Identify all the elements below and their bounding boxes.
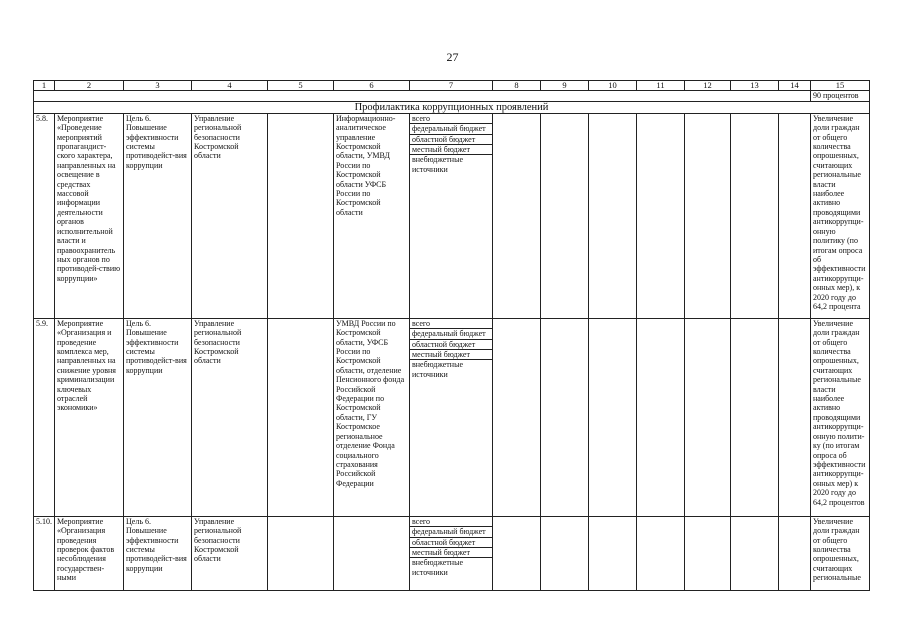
goal: Цель 6. Повышение эффективности системы противодейст-вия коррупции — [124, 318, 192, 516]
funding-item: федеральный бюджет — [410, 329, 492, 339]
col-header-12: 12 — [685, 81, 731, 91]
value-cell — [541, 318, 589, 516]
value-cell — [589, 516, 637, 590]
value-cell — [779, 113, 811, 318]
funding-item: федеральный бюджет — [410, 124, 492, 134]
col-header-9: 9 — [541, 81, 589, 91]
page-number: 27 — [446, 50, 459, 64]
continuation-row — [34, 91, 870, 101]
col5-cell — [268, 318, 334, 516]
co-executors: УМВД России по Костромской области, УФСБ России по Костромской области, отделение Пенсионного фонда Российской Федерации по Костромской области, ГУ Костромское региональное отделение Фонда социального страхования Российской Федерации — [334, 318, 410, 516]
co-executors: Информационно-аналитическое управление Костромской области, УМВД России по Костромской области УФСБ России по Костромской области — [334, 113, 410, 318]
col-header-15: 15 — [811, 81, 870, 91]
col-header-10: 10 — [589, 81, 637, 91]
funding-item: всего — [410, 319, 492, 329]
expected-result: Увеличение доли граждан от общего количества опрошенных, считающих региональные — [811, 516, 870, 590]
measure-name: Мероприятие «Организация и проведение комплекса мер, направленных на снижение уровня криминализации ключевых отраслей экономики» — [55, 318, 124, 516]
goal: Цель 6. Повышение эффективности системы противодейст-вия коррупции — [124, 516, 192, 590]
col-header-11: 11 — [637, 81, 685, 91]
col-header-14: 14 — [779, 81, 811, 91]
value-cell — [637, 318, 685, 516]
funding-item: федеральный бюджет — [410, 527, 492, 537]
value-cell — [685, 318, 731, 516]
value-cell — [493, 113, 541, 318]
funding-item: внебюджетные источники — [412, 558, 463, 577]
value-cell — [637, 516, 685, 590]
value-cell — [637, 113, 685, 318]
col-header-8: 8 — [493, 81, 541, 91]
col5-cell — [268, 113, 334, 318]
continuation-value: 90 процентов — [811, 91, 870, 101]
table-row — [34, 113, 870, 318]
funding-item: внебюджетные источники — [412, 155, 463, 174]
expected-result: Увеличение доли граждан от общего количества опрошенных, считающих региональные власти наиболее активно проводящими антикоррупци-онную полити-ку (по итогам опроса об эффективности антикоррупци-онных мер) к 2020 году до 64,2 процентов — [811, 318, 870, 516]
col-header-13: 13 — [731, 81, 779, 91]
value-cell — [731, 318, 779, 516]
table-row — [34, 318, 870, 516]
responsible: Управление региональной безопасности Костромской области — [192, 516, 268, 590]
value-cell — [541, 113, 589, 318]
funding-item: местный бюджет — [410, 145, 492, 155]
funding-sources — [410, 113, 493, 318]
program-table — [33, 80, 870, 591]
col-header-3: 3 — [124, 81, 192, 91]
row-number: 5.8. — [34, 113, 55, 318]
funding-item: всего — [410, 517, 492, 527]
funding-item: местный бюджет — [410, 350, 492, 360]
row-number: 5.10. — [34, 516, 55, 590]
continuation-blank — [34, 91, 811, 101]
value-cell — [731, 516, 779, 590]
value-cell — [685, 516, 731, 590]
value-cell — [731, 113, 779, 318]
value-cell — [779, 516, 811, 590]
value-cell — [779, 318, 811, 516]
value-cell — [589, 318, 637, 516]
expected-result: Увеличение доли граждан от общего количества опрошенных, считающих региональные власти наиболее активно проводящими антикоррупци-онную политику (по итогам опроса об эффективности антикоррупци-онных мер), к 2020 году до 64,2 процента — [811, 113, 870, 318]
funding-item: областной бюджет — [410, 538, 492, 548]
measure-name: Мероприятие «Организация проведения проверок фактов несоблюдения государствен-ными — [55, 516, 124, 590]
value-cell — [493, 318, 541, 516]
column-number-row — [34, 81, 870, 91]
col-header-1: 1 — [34, 81, 55, 91]
value-cell — [589, 113, 637, 318]
value-cell — [541, 516, 589, 590]
funding-item: внебюджетные источники — [412, 360, 463, 379]
col-header-4: 4 — [192, 81, 268, 91]
col-header-6: 6 — [334, 81, 410, 91]
row-number: 5.9. — [34, 318, 55, 516]
funding-item: областной бюджет — [410, 340, 492, 350]
value-cell — [685, 113, 731, 318]
co-executors — [334, 516, 410, 590]
funding-sources — [410, 516, 493, 590]
col-header-2: 2 — [55, 81, 124, 91]
table-row — [34, 516, 870, 590]
funding-sources — [410, 318, 493, 516]
funding-item: всего — [410, 114, 492, 124]
section-title: Профилактика коррупционных проявлений — [34, 101, 870, 113]
col-header-5: 5 — [268, 81, 334, 91]
col-header-7: 7 — [410, 81, 493, 91]
goal: Цель 6. Повышение эффективности системы противодейст-вия коррупции — [124, 113, 192, 318]
measure-name: Мероприятие «Проведение мероприятий пропагандист-ского характера, направленных на освещение в средствах массовой информации деятельности органов исполнительной власти и правоохранитель ных органов по противодей-ствию коррупции» — [55, 113, 124, 318]
responsible: Управление региональной безопасности Костромской области — [192, 113, 268, 318]
value-cell — [493, 516, 541, 590]
funding-item: местный бюджет — [410, 548, 492, 558]
col5-cell — [268, 516, 334, 590]
responsible: Управление региональной безопасности Костромской области — [192, 318, 268, 516]
funding-item: областной бюджет — [410, 135, 492, 145]
section-row — [34, 101, 870, 113]
